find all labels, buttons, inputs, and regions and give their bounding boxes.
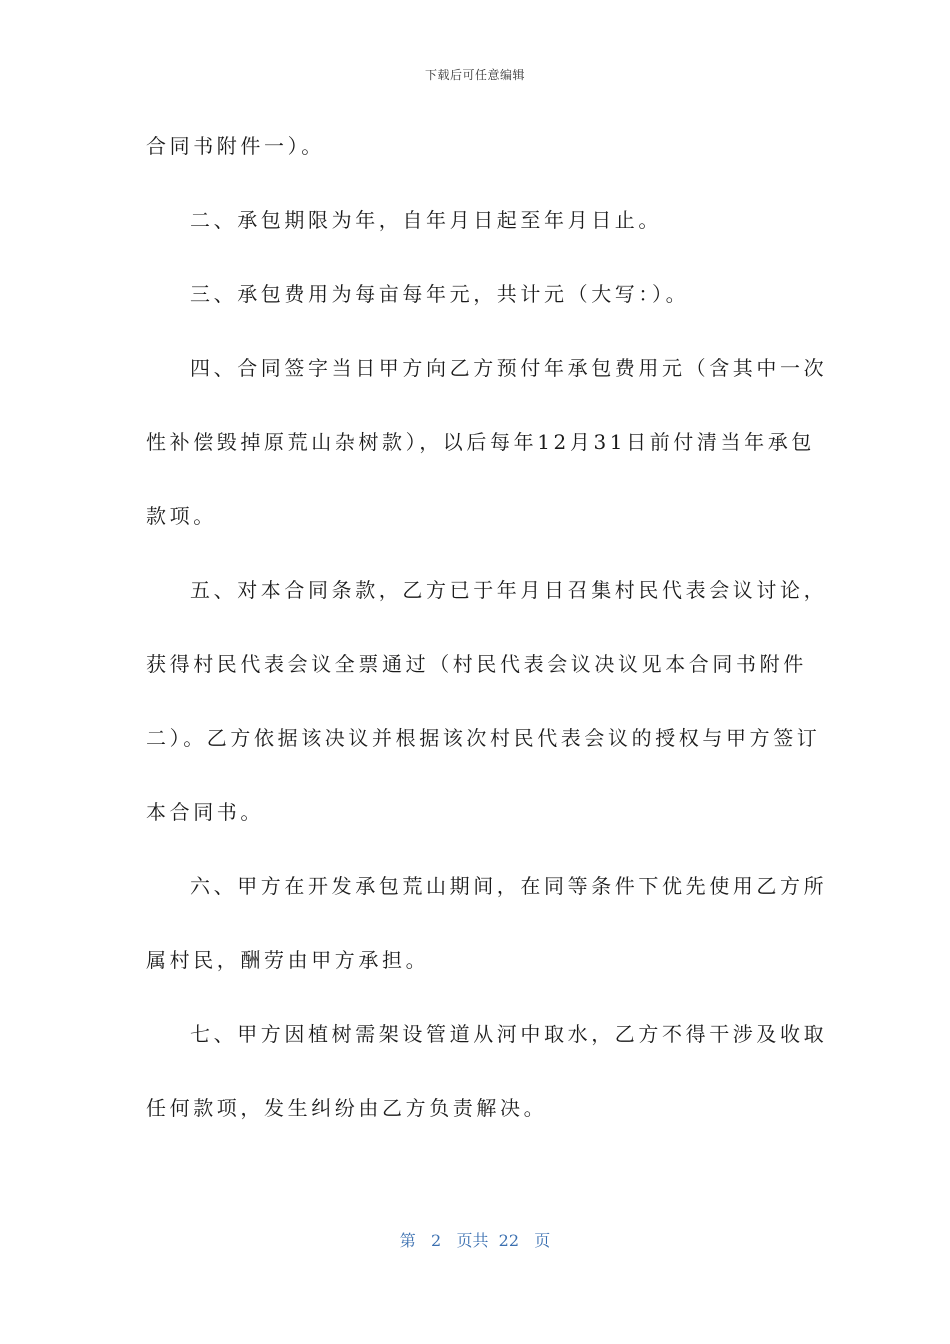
paragraph-term-6	[146, 868, 828, 979]
text-line: 性补偿毁掉原荒山杂树款），以后每年12月31日前付清当年承包	[146, 430, 815, 454]
text-line: 四、合同签字当日甲方向乙方预付年承包费用元（含其中一次	[190, 356, 828, 380]
footer-suffix: 页	[534, 1231, 551, 1250]
text-line: 五、对本合同条款，乙方已于年月日召集村民代表会议讨论，	[190, 578, 828, 602]
text-line: 合同书附件一）。	[146, 134, 325, 158]
text-line: 任何款项，发生纠纷由乙方负责解决。	[146, 1096, 548, 1120]
text-line: 款项。	[146, 504, 217, 528]
text-line: 二）。乙方依据该决议并根据该次村民代表会议的授权与甲方签订	[146, 726, 821, 750]
text-line: 属村民，酬劳由甲方承担。	[146, 948, 430, 972]
text-line: 二、承包期限为年，自年月日起至年月日止。	[190, 208, 662, 232]
footer-middle: 页共	[456, 1231, 489, 1250]
text-line: 七、甲方因植树需架设管道从河中取水，乙方不得干涉及收取	[190, 1022, 828, 1046]
text-line: 三、承包费用为每亩每年元，共计元（大写：）。	[190, 282, 690, 306]
paragraph-term-3	[146, 276, 796, 313]
text-line: 本合同书。	[146, 800, 264, 824]
text-line: 获得村民代表会议全票通过（村民代表会议决议见本合同书附件	[146, 652, 807, 676]
paragraph-term-7	[146, 1016, 828, 1127]
document-body	[146, 128, 828, 1164]
page-header: 下载后可任意编辑	[424, 68, 525, 82]
footer-prefix: 第	[399, 1231, 416, 1250]
footer-page-number: 2	[431, 1231, 442, 1250]
text-line: 六、甲方在开发承包荒山期间，在同等条件下优先使用乙方所	[190, 874, 828, 898]
paragraph-term-2	[146, 202, 796, 239]
page-footer	[0, 1228, 950, 1251]
footer-total-pages: 22	[498, 1231, 519, 1250]
paragraph-term-4	[146, 350, 828, 535]
paragraph	[146, 128, 796, 165]
paragraph-term-5	[146, 572, 828, 831]
